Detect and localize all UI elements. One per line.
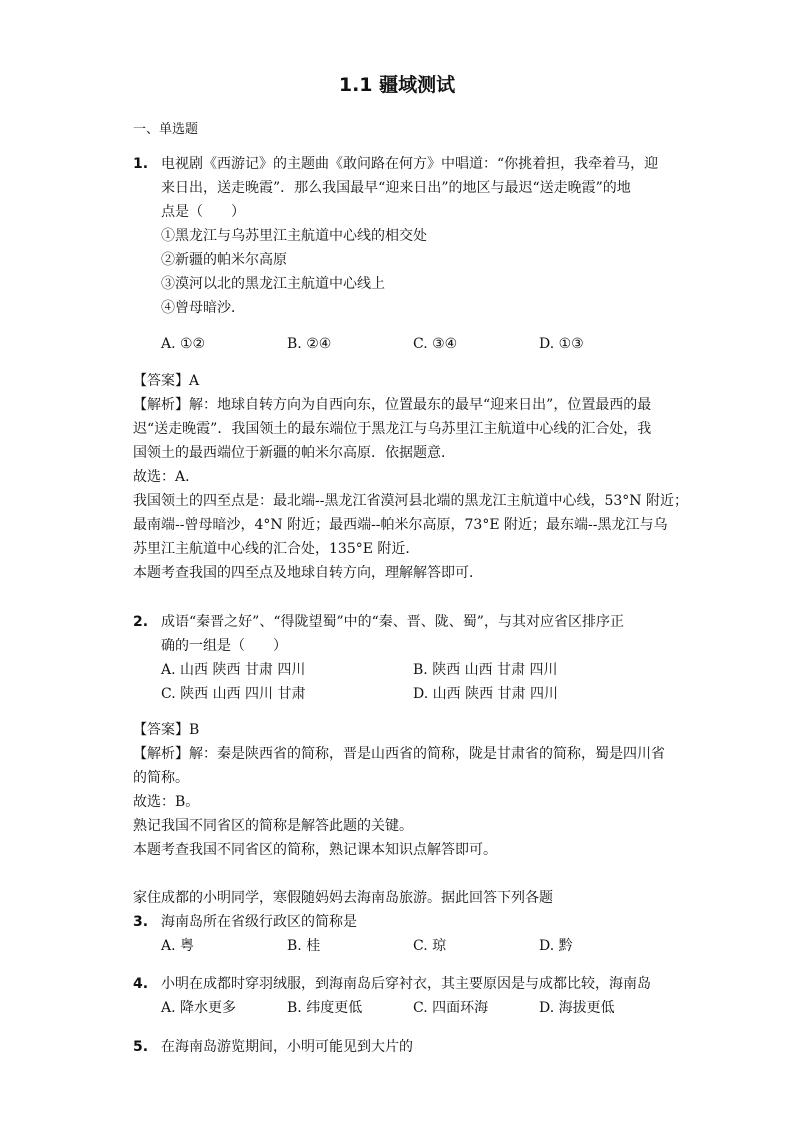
explanation-line: 本题考查我国不同省区的简称，熟记课本知识点解答即可。 [133,842,497,858]
options-row [161,934,673,958]
option-a: A. 山西 陕西 甘肃 四川 [161,662,306,678]
question-2 [133,610,673,706]
explanation-line: 故选：B。 [133,794,200,810]
explanation-line: 本题考查我国的四至点及地球自转方向，理解解答即可． [133,565,483,581]
question-5 [133,1035,673,1059]
explanation-line: 故选：A． [133,469,200,485]
option-d: D. ①③ [539,336,584,352]
explanation-line: 苏里江主航道中心线的汇合处，135°E 附近． [133,541,420,557]
question-number: 3. [133,914,149,930]
option-a: A. 粤 [161,938,195,954]
group-intro: 家住成都的小明同学，寒假随妈妈去海南岛旅游。据此回答下列各题 [133,890,553,906]
explanation-line: 我国领土的四至点是：最北端--黑龙江省漠河县北端的黑龙江主航道中心线，53°N 附近； [133,493,688,509]
option-d: D. 黔 [539,938,573,954]
question-text-line: 电视剧《西游记》的主题曲《敢问路在何方》中唱道：“你挑着担，我牵着马，迎 [161,156,659,172]
question-number: 5. [133,1039,149,1055]
question-text-line: ④曾母暗沙． [161,300,245,316]
question-text-line: 确的一组是（ ） [161,638,287,654]
option-c: C. 陕西 山西 四川 甘肃 [161,686,306,702]
option-b: B. ②④ [287,336,332,352]
question-1 [133,152,673,356]
question-number: 4. [133,976,149,992]
explanation-line: 【解析】解：秦是陕西省的简称，晋是山西省的简称，陇是甘肃省的简称，蜀是四川省 [133,746,665,762]
option-a: A. ①② [161,336,206,352]
option-b: B. 陕西 山西 甘肃 四川 [413,662,558,678]
page-title: 1.1 疆域测试 [338,74,456,96]
options-row [161,996,673,1020]
option-d: D. 海拔更低 [539,1000,615,1016]
option-b: B. 纬度更低 [287,1000,363,1016]
question-text-line: ③漠河以北的黑龙江主航道中心线上 [161,276,385,292]
question-number: 2. [133,614,149,630]
option-a: A. 降水更多 [161,1000,237,1016]
question-text-line: 海南岛所在省级行政区的简称是 [161,914,357,930]
question-number: 1. [133,156,149,172]
answer-1 [133,369,688,585]
option-b: B. 桂 [287,938,321,954]
option-d: D. 山西 陕西 甘肃 四川 [413,686,558,702]
option-c: C. ③④ [413,336,458,352]
question-text-line: 在海南岛游览期间，小明可能见到大片的 [161,1039,413,1055]
explanation-line: 国领土的最西端位于新疆的帕米尔高原．依据题意． [133,445,455,461]
explanation-line: 迟“送走晚霞”．我国领土的最东端位于黑龙江与乌苏里江主航道中心线的汇合处，我 [133,421,652,437]
question-3 [133,910,673,958]
answer-2 [133,718,673,862]
question-text-line: ①黑龙江与乌苏里江主航道中心线的相交处 [161,228,427,244]
question-text-line: 点是（ ） [161,204,245,220]
option-c: C. 四面环海 [413,1000,489,1016]
question-text-line: 成语“秦晋之好”、“得陇望蜀”中的“秦、晋、陇、蜀”，与其对应省区排序正 [161,614,624,630]
answer-line: 【答案】A [133,373,200,389]
question-4 [133,972,673,1020]
explanation-line: 【解析】解：地球自转方向为自西向东，位置最东的最早“迎来日出”，位置最西的最 [133,397,652,413]
options-row [161,682,673,706]
question-text-line: 小明在成都时穿羽绒服，到海南岛后穿衬衣，其主要原因是与成都比较，海南岛 [161,976,651,992]
answer-line: 【答案】B [133,722,200,738]
question-text-line: 来日出，送走晚霞”．那么我国最早“迎来日出”的地区与最迟“送走晚霞”的地 [161,180,631,196]
options-row [161,332,673,356]
explanation-line: 熟记我国不同省区的简称是解答此题的关键。 [133,818,413,834]
section-heading: 一、单选题 [133,122,199,137]
option-c: C. 琼 [413,938,447,954]
options-row [161,658,673,682]
explanation-line: 的简称。 [133,770,189,786]
question-text-line: ②新疆的帕米尔高原 [161,252,287,268]
explanation-line: 最南端--曾母暗沙，4°N 附近；最西端--帕米尔高原，73°E 附近；最东端--黑龙江与乌 [133,517,668,533]
